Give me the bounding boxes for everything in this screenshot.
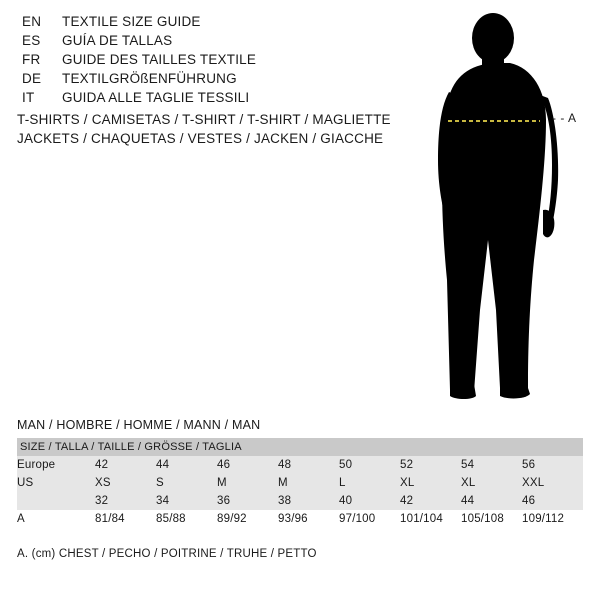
cell: 38 — [278, 495, 292, 507]
cell: 56 — [522, 459, 536, 471]
cell: 44 — [461, 495, 475, 507]
cell: 81/84 — [95, 513, 125, 525]
language-title: GUIDE DES TAILLES TEXTILE — [62, 52, 257, 67]
language-title: TEXTILE SIZE GUIDE — [62, 14, 201, 29]
category-jackets: JACKETS / CHAQUETAS / VESTES / JACKEN / GIACCHE — [17, 131, 384, 146]
language-code: FR — [22, 52, 41, 67]
language-title-list — [22, 14, 382, 109]
cell: XXL — [522, 477, 545, 489]
row-label — [17, 492, 95, 510]
cell: 50 — [339, 459, 353, 471]
size-table — [17, 438, 583, 528]
category-tshirts: T-SHIRTS / CAMISETAS / T-SHIRT / T-SHIRT / MAGLIETTE — [17, 112, 391, 127]
cell: 32 — [95, 495, 109, 507]
row-label: Europe — [17, 459, 56, 471]
cell: L — [339, 477, 346, 489]
language-row — [22, 14, 382, 33]
cell: 42 — [400, 495, 414, 507]
cell: S — [156, 477, 164, 489]
language-title: TEXTILGRÖßENFÜHRUNG — [62, 71, 237, 86]
cell: 42 — [95, 459, 109, 471]
cell: 93/96 — [278, 513, 308, 525]
table-row — [17, 456, 583, 474]
cell: 89/92 — [217, 513, 247, 525]
cell: 36 — [217, 495, 231, 507]
cell: 105/108 — [461, 513, 504, 525]
silhouette-icon — [400, 10, 600, 410]
cell: 85/88 — [156, 513, 186, 525]
language-code: IT — [22, 90, 35, 105]
cell: 97/100 — [339, 513, 376, 525]
cell: 52 — [400, 459, 414, 471]
cell: 54 — [461, 459, 475, 471]
table-row — [17, 474, 583, 492]
table-row — [17, 492, 583, 510]
language-row — [22, 90, 382, 109]
cell: 34 — [156, 495, 170, 507]
marker-letter: A — [568, 111, 577, 125]
cell: 44 — [156, 459, 170, 471]
cell: M — [217, 477, 227, 489]
cell: M — [278, 477, 288, 489]
table-group-title: MAN / HOMBRE / HOMME / MANN / MAN — [17, 418, 261, 432]
language-code: DE — [22, 71, 42, 86]
cell: 40 — [339, 495, 353, 507]
cell: 46 — [522, 495, 536, 507]
table-footnote: A. (cm) CHEST / PECHO / POITRINE / TRUHE / PETTO — [17, 548, 317, 560]
language-title: GUIDA ALLE TAGLIE TESSILI — [62, 90, 250, 105]
table-header-label: SIZE / TALLA / TAILLE / GRÖSSE / TAGLIA — [20, 441, 242, 453]
category-list — [17, 110, 417, 148]
measure-marker-a — [552, 111, 577, 125]
language-title: GUÍA DE TALLAS — [62, 33, 173, 48]
cell: 46 — [217, 459, 231, 471]
marker-dash: - - — [552, 111, 565, 125]
body-silhouette-figure — [400, 10, 600, 410]
cell: XL — [461, 477, 476, 489]
language-row — [22, 33, 382, 52]
language-row — [22, 52, 382, 71]
table-row — [17, 510, 583, 528]
cell: XL — [400, 477, 415, 489]
language-code: ES — [22, 33, 41, 48]
cell: 109/112 — [522, 513, 565, 525]
language-row — [22, 71, 382, 90]
cell: 101/104 — [400, 513, 443, 525]
table-header-row — [17, 438, 583, 456]
cell: XS — [95, 477, 111, 489]
language-code: EN — [22, 14, 42, 29]
cell: 48 — [278, 459, 292, 471]
size-table-block — [17, 418, 583, 528]
row-label: US — [17, 477, 34, 489]
row-label: A — [17, 513, 25, 525]
